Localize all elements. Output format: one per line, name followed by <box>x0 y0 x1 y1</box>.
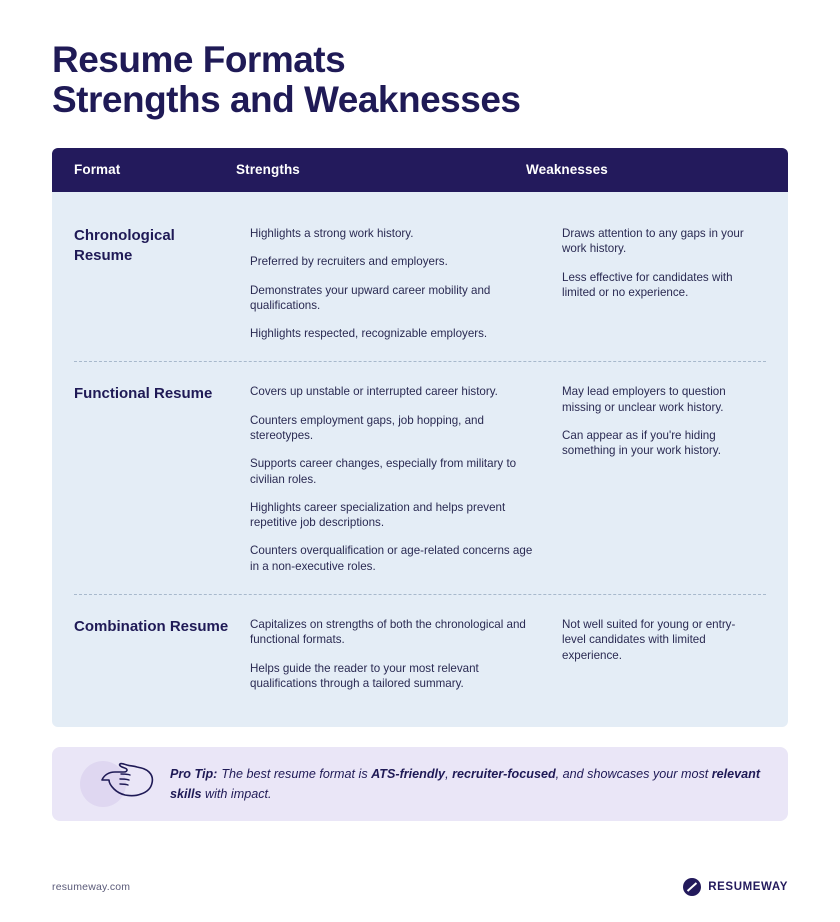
list-item: Can appear as if you're hiding something in your work history. <box>562 428 721 458</box>
pro-tip-bold-2: recruiter-focused <box>452 767 556 782</box>
row-strengths-functional <box>250 384 562 574</box>
table-body <box>52 192 788 727</box>
pro-tip-part-1: The best resume format is <box>221 767 372 782</box>
row-strengths-chronological <box>250 226 562 341</box>
page-title-line-2: Strengths and Weaknesses <box>52 78 521 120</box>
table-row <box>74 362 766 595</box>
brand-logo <box>683 878 788 896</box>
list-item: Preferred by recruiters and employers. <box>250 255 448 269</box>
pointing-hand-icon <box>78 747 170 821</box>
pro-tip-part-4: with impact. <box>201 787 272 802</box>
table-row <box>74 595 766 697</box>
table-header-row <box>52 148 788 192</box>
hand-glyph <box>96 760 154 804</box>
row-weaknesses-combination <box>562 617 766 691</box>
column-header-weaknesses: Weaknesses <box>526 162 608 178</box>
column-header-format: Format <box>74 162 121 178</box>
list-item: Less effective for candidates with limited or no experience. <box>562 270 733 299</box>
row-label-combination: Combination Resume <box>74 618 229 636</box>
list-item: Covers up unstable or interrupted career history. <box>250 385 498 399</box>
page-title-line-1: Resume Formats <box>52 39 346 80</box>
pro-tip-bold-3: relevant skills <box>170 767 761 802</box>
list-item: Not well suited for young or entry-level candidates with limited experience. <box>562 618 736 662</box>
page-footer <box>52 878 788 896</box>
list-item: Draws attention to any gaps in your work history. <box>562 226 744 256</box>
pro-tip-part-2: , <box>445 767 453 782</box>
pro-tip-callout <box>52 747 788 821</box>
formats-table <box>52 148 788 727</box>
row-label-functional: Functional Resume <box>74 385 213 403</box>
list-item: Highlights career specialization and helps prevent repetitive job descriptions. <box>250 500 506 530</box>
pro-tip-bold-1: ATS-friendly <box>371 767 446 782</box>
list-item: Helps guide the reader to your most relevant qualifications through a tailored summary. <box>250 661 479 690</box>
list-item: Highlights respected, recognizable employers. <box>250 327 488 341</box>
pro-tip-text <box>170 764 762 804</box>
list-item: May lead employers to question missing or unclear work history. <box>562 385 726 414</box>
resumeway-mark-icon <box>683 878 701 896</box>
table-row <box>74 204 766 362</box>
list-item: Counters employment gaps, job hopping, and stereotypes. <box>250 413 484 442</box>
pro-tip-label: Pro Tip: <box>170 767 218 782</box>
row-strengths-combination <box>250 617 562 691</box>
list-item: Highlights a strong work history. <box>250 226 414 240</box>
list-item: Capitalizes on strengths of both the chronological and functional formats. <box>250 618 526 647</box>
pro-tip-part-3: , and showcases your most <box>555 767 712 782</box>
brand-name: RESUMEWAY <box>708 881 788 893</box>
row-label-chronological: Chronological Resume <box>74 226 175 264</box>
row-weaknesses-chronological <box>562 226 766 341</box>
list-item: Supports career changes, especially from military to civilian roles. <box>250 457 517 486</box>
list-item: Demonstrates your upward career mobility and qualifications. <box>250 283 491 312</box>
column-header-strengths: Strengths <box>236 162 300 178</box>
page-title <box>52 0 788 120</box>
row-weaknesses-functional <box>562 384 766 574</box>
list-item: Counters overqualification or age-related concerns age in a non-executive roles. <box>250 544 533 573</box>
footer-url[interactable]: resumeway.com <box>52 881 131 893</box>
